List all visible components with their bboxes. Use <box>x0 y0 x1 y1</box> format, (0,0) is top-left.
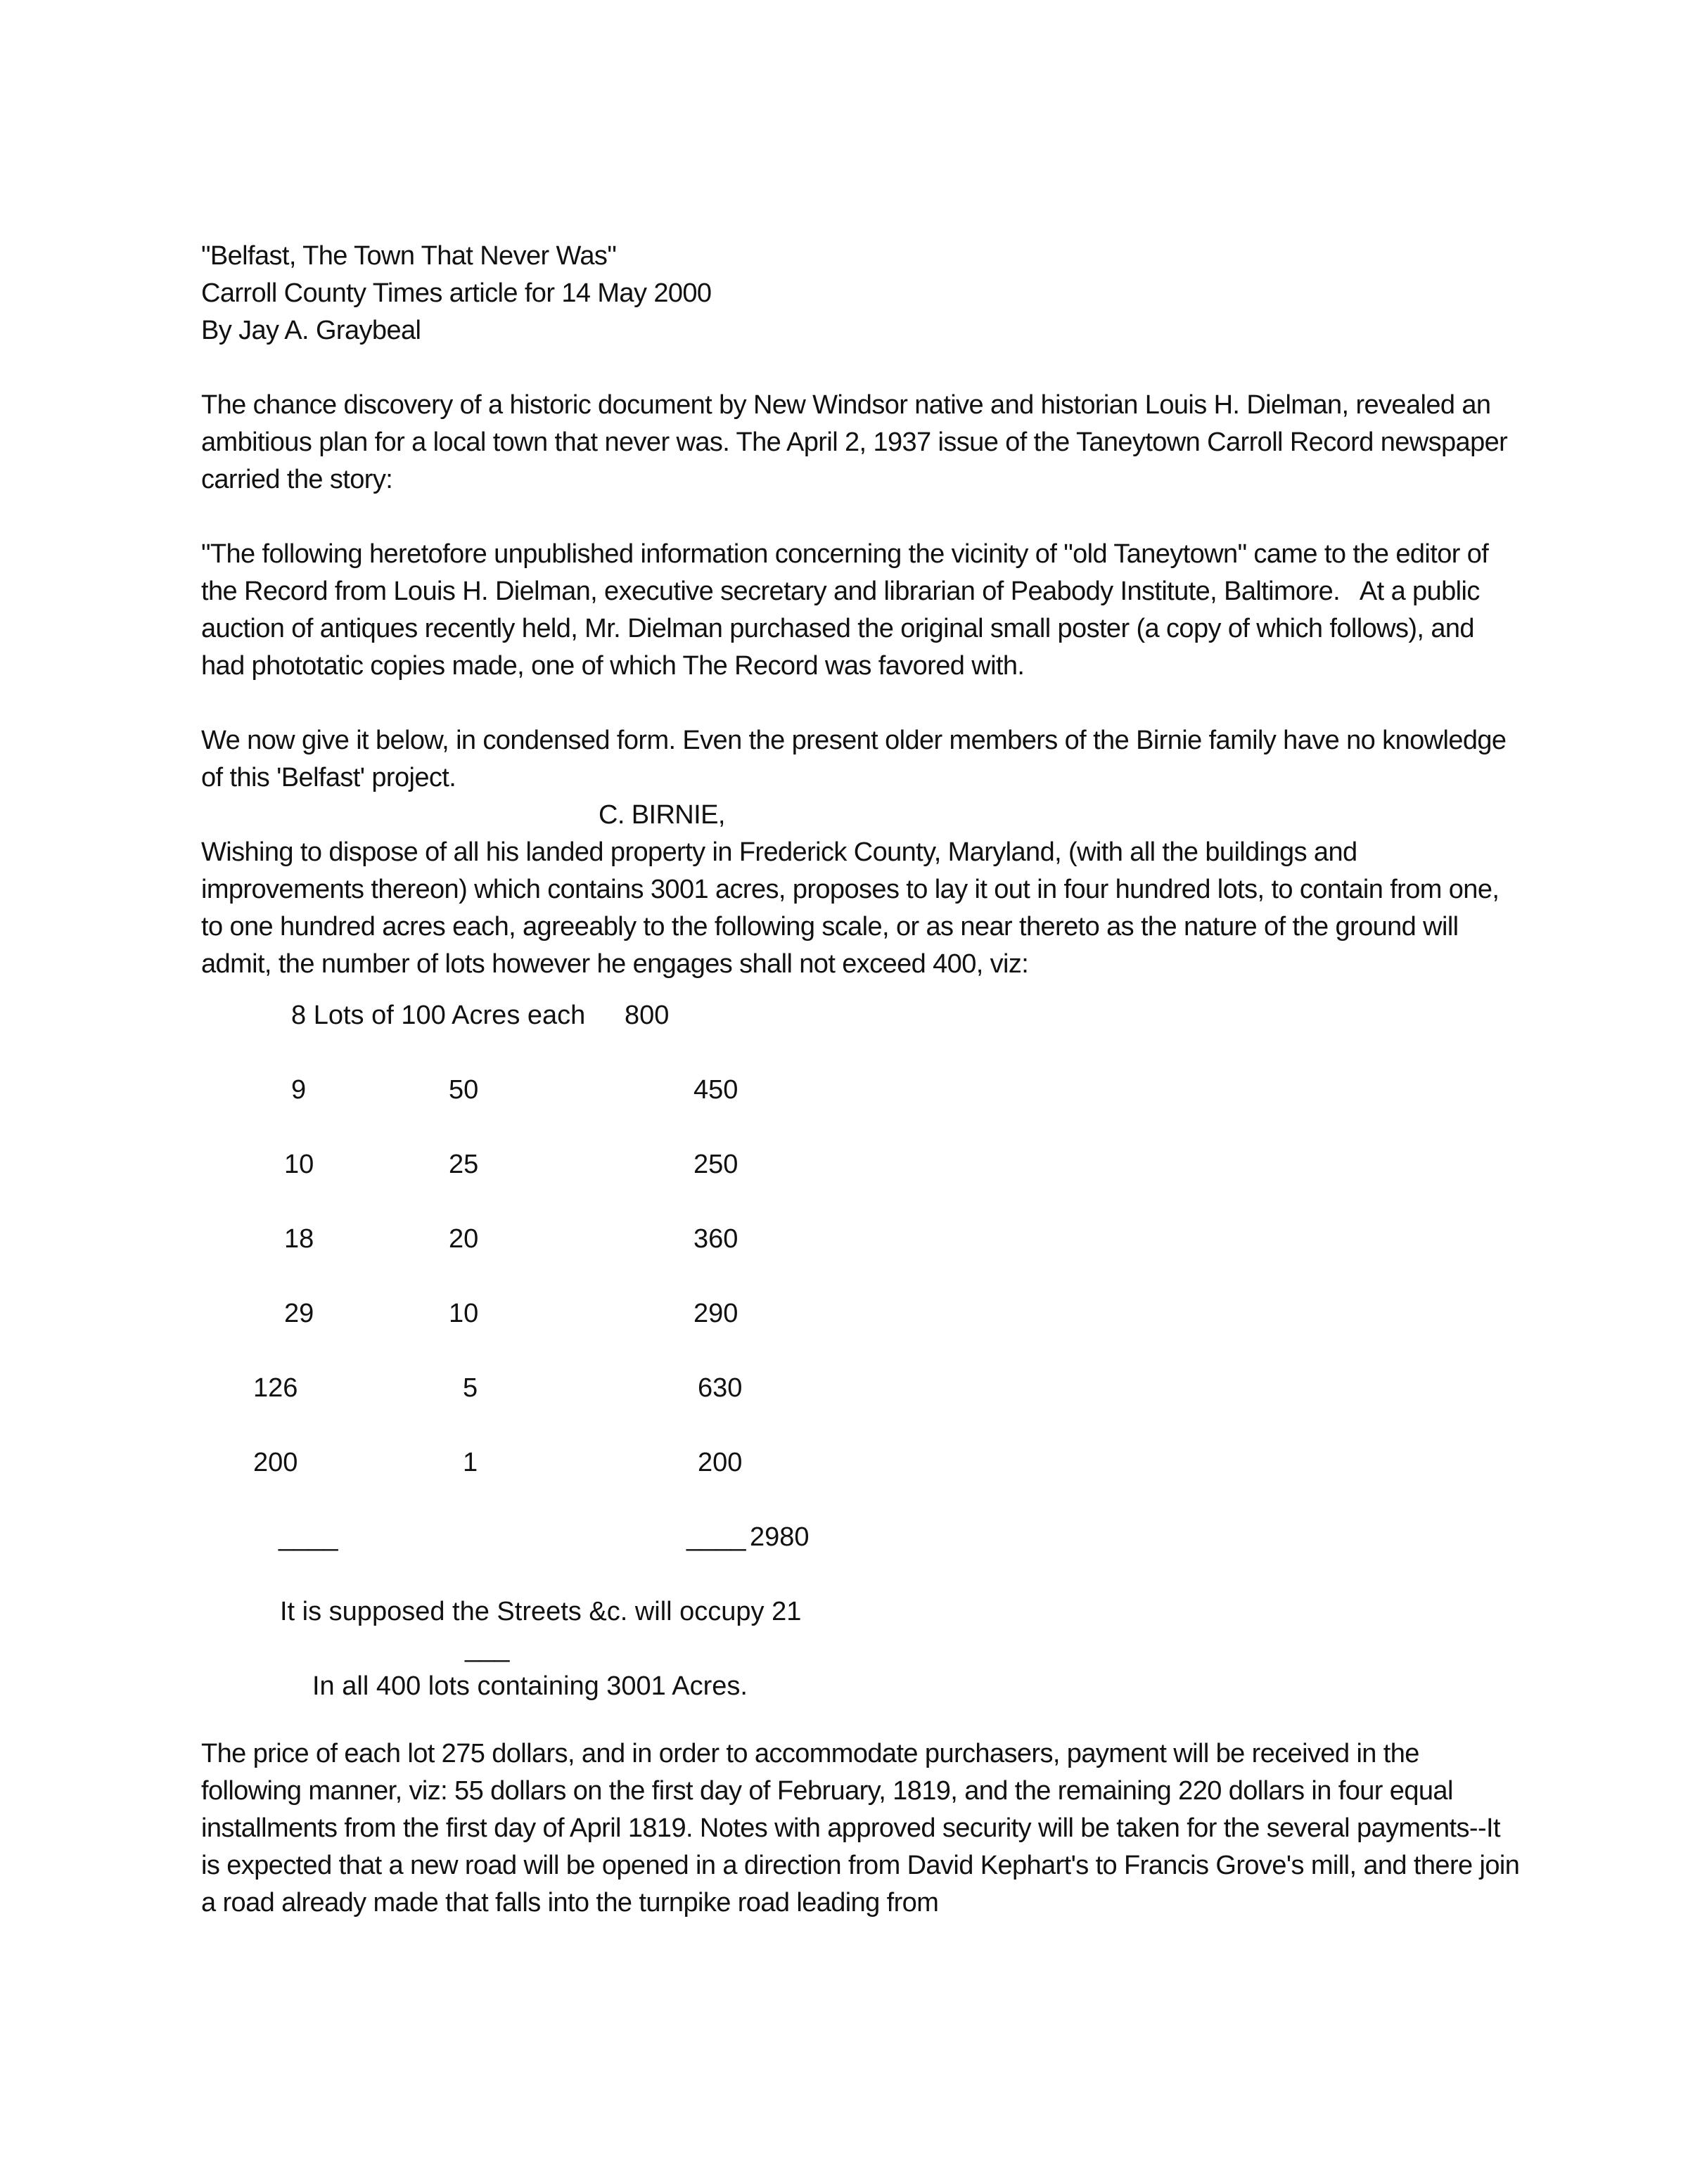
acres-total: 250 <box>693 1150 738 1179</box>
acres-total: 450 <box>693 1075 738 1105</box>
publication-line: Carroll County Times article for 14 May 2000 <box>201 278 712 308</box>
quote-paragraph: "The following heretofore unpublished information concerning the vicinity of "old Taneytown" came to the editor of the Record from Louis H. Dielman, executive secretary and librarian of Peabody Institute, Baltimore. At a public auction of antiques recently held, Mr. Dielman purchased the original small poster (a copy of which follows), and had phototatic copies made, one of which The Record was favored with. <box>201 539 1496 681</box>
birnie-name: C. BIRNIE, <box>599 800 725 830</box>
acres-each: 25 <box>449 1150 479 1179</box>
acres-total: 360 <box>693 1224 738 1254</box>
lots-table <box>201 997 1523 1707</box>
lots-count: 29 <box>284 1299 314 1328</box>
lots-row <box>201 1146 904 1183</box>
lots-row <box>201 1444 904 1482</box>
streets-text: It is supposed the Streets &c. will occupy 21 <box>280 1597 802 1626</box>
first-row-label: 8 Lots of 100 Acres each <box>291 1001 586 1030</box>
intro-paragraph: The chance discovery of a historic document by New Windsor native and historian Louis H. Dielman, revealed an ambitious plan for a local town that never was. The April 2, 1937 issue of the Taneytown Carroll Record newspaper carried the story: <box>201 390 1508 494</box>
acres-each: 1 <box>463 1448 478 1477</box>
lots-count: 200 <box>253 1448 298 1477</box>
acres-total: 630 <box>698 1373 743 1403</box>
price-paragraph: The price of each lot 275 dollars, and in order to accommodate purchasers, payment will be received in the following manner, viz: 55 dollars on the first day of February, 1819, and the remaining 220 dollars in four equal installments from the first day of April 1819. Notes with approved security will be taken for the several payments--It is expected that a new road will be opened in a direction from David Kephart's to Francis Grove's mill, and there join a road already made that falls into the turnpike road leading from <box>201 1739 1520 1918</box>
acres-each: 20 <box>449 1224 479 1254</box>
lots-row <box>201 1221 904 1258</box>
condensed-paragraph: We now give it below, in condensed form. Even the present older members of the Birnie family have no knowledge of this 'Belfast' project. <box>201 726 1507 792</box>
subtotal-value: 2980 <box>750 1522 810 1552</box>
lots-count: 9 <box>291 1075 307 1105</box>
lots-row <box>201 1295 904 1332</box>
grand-total-text: In all 400 lots containing 3001 Acres. <box>312 1671 748 1701</box>
article-title: "Belfast, The Town That Never Was" <box>201 241 617 271</box>
rule-small: ___ <box>465 1633 510 1663</box>
lots-count: 10 <box>284 1150 314 1179</box>
subtotal-row <box>201 1519 904 1556</box>
acres-each: 5 <box>463 1373 478 1403</box>
first-row-total: 800 <box>625 1001 670 1030</box>
proposal-paragraph: Wishing to dispose of all his landed property in Frederick County, Maryland, (with all the buildings and improvements thereon) which contains 3001 acres, proposes to lay it out in four hundred lots, to contain from one, to one hundred acres each, agreeably to the following scale, or as near thereto as the nature of the ground will admit, the number of lots however he engages shall not exceed 400, viz: <box>201 837 1500 979</box>
acres-total: 290 <box>693 1299 738 1328</box>
acres-each: 10 <box>449 1299 479 1328</box>
grand-total-row <box>201 1668 1045 1705</box>
streets-row <box>201 1593 1045 1631</box>
rule-right: ____ <box>686 1522 746 1552</box>
document-page <box>201 238 1523 1922</box>
lots-row <box>201 1072 904 1109</box>
acres-total: 200 <box>698 1448 743 1477</box>
byline: By Jay A. Graybeal <box>201 316 421 345</box>
lots-row <box>201 1370 904 1407</box>
article-header <box>201 238 1523 349</box>
lots-count: 126 <box>253 1373 298 1403</box>
rule-left: ____ <box>279 1522 338 1552</box>
lots-row-first <box>201 997 904 1034</box>
lots-count: 18 <box>284 1224 314 1254</box>
acres-each: 50 <box>449 1075 479 1105</box>
